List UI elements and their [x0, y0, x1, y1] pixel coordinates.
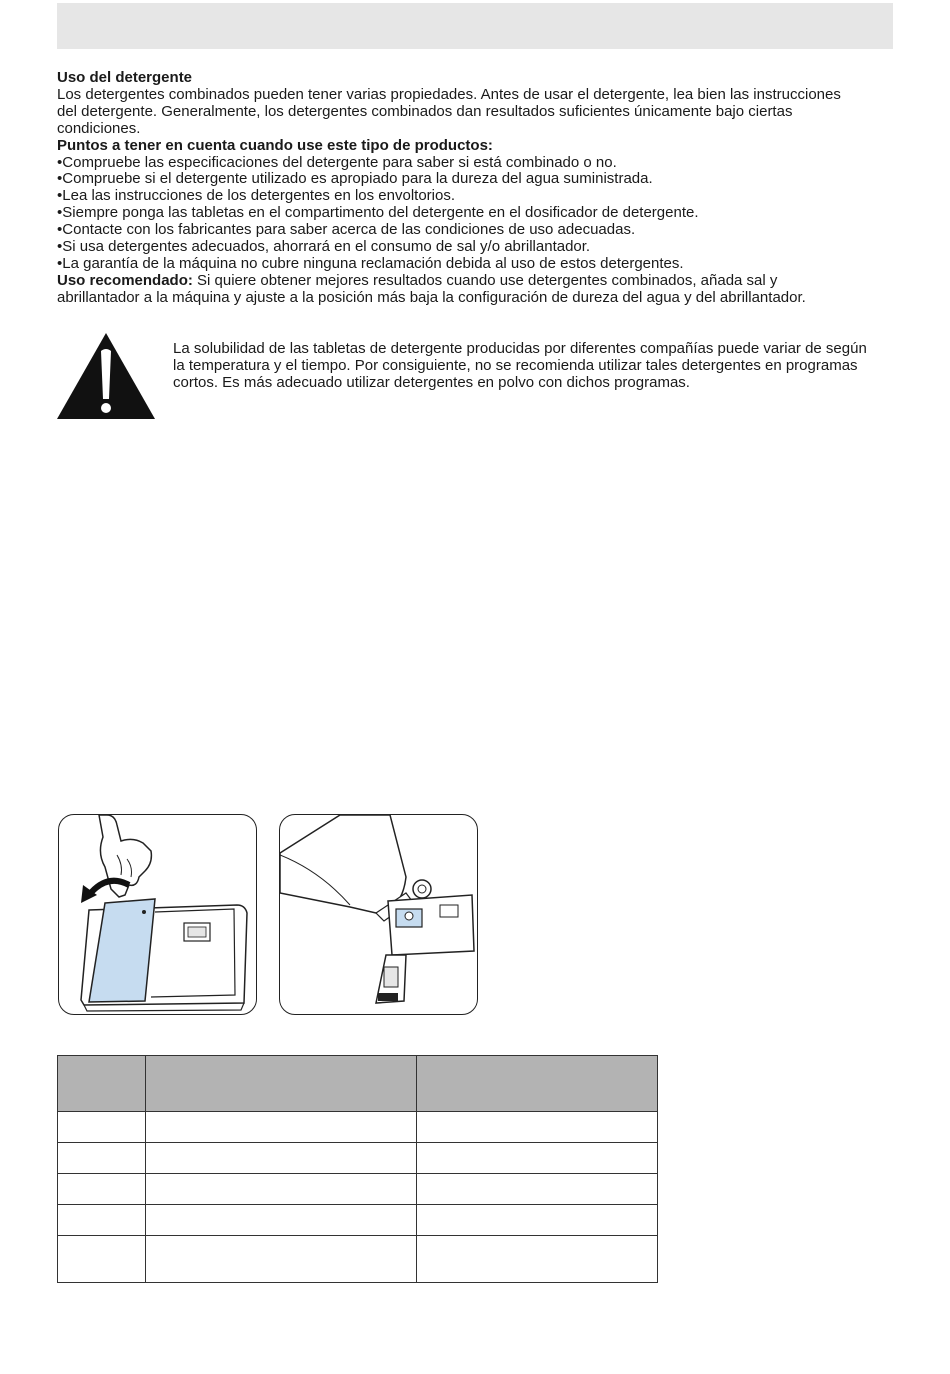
recommended-text: Si quiere obtener mejores resultados cuando use detergentes combinados, añada sal y abrillantador a la máquina y ajuste a la posición más baja la configuración de dureza del agua y del abrillantador.: [57, 271, 806, 306]
table-row: [58, 1236, 658, 1283]
list-item: • Si usa detergentes adecuados, ahorrará en el consumo de sal y/o abrillantador.: [57, 239, 857, 256]
list-item: • Contacte con los fabricantes para saber acerca de las condiciones de uso adecuadas.: [57, 222, 857, 239]
warning-text: La solubilidad de las tabletas de detergente producidas por diferentes compañías puede variar de según la temperatura y el tiempo. Por consiguiente, no se recomienda utilizar tales detergentes en programas cortos. Es más adecuado utilizar detergentes en polvo con dichos programas.: [173, 340, 867, 391]
detergent-section: [57, 70, 857, 307]
figure-open-dispenser-lid: [58, 814, 257, 1015]
table-row: [58, 1205, 658, 1236]
table-row: [58, 1174, 658, 1205]
table-header-cell: [58, 1056, 146, 1112]
list-item: • Compruebe si el detergente utilizado es apropiado para la dureza del agua suministrada.: [57, 171, 857, 188]
header-bar: [57, 3, 893, 49]
list-item: • La garantía de la máquina no cubre ninguna reclamación debida al uso de estos detergentes.: [57, 256, 857, 273]
table-header-cell: [417, 1056, 658, 1112]
table-row: [58, 1112, 658, 1143]
section-title: Uso del detergente: [57, 69, 193, 86]
data-table: [57, 1055, 658, 1283]
points-list: [57, 155, 857, 273]
table-header-row: [58, 1056, 658, 1112]
table-header-cell: [146, 1056, 417, 1112]
list-item: • Compruebe las especificaciones del detergente para saber si está combinado o no.: [57, 155, 857, 172]
figure-fill-rinse-aid: [279, 814, 478, 1015]
recommended-label: Uso recomendado:: [57, 271, 193, 289]
intro-paragraph: Los detergentes combinados pueden tener varias propiedades. Antes de usar el detergente, lea bien las instrucciones del detergente. Generalmente, los detergentes combinados dan resultados suficientes únicamente bajo ciertas condiciones.: [57, 85, 841, 137]
points-title: Puntos a tener en cuenta cuando use este tipo de productos:: [57, 136, 493, 154]
list-item: • Siempre ponga las tabletas en el compartimento del detergente en el dosificador de detergente.: [57, 205, 857, 222]
recommended-paragraph: [57, 273, 857, 307]
list-item: • Lea las instrucciones de los detergentes en los envoltorios.: [57, 188, 857, 205]
warning-triangle-icon: [57, 333, 155, 419]
table-row: [58, 1143, 658, 1174]
